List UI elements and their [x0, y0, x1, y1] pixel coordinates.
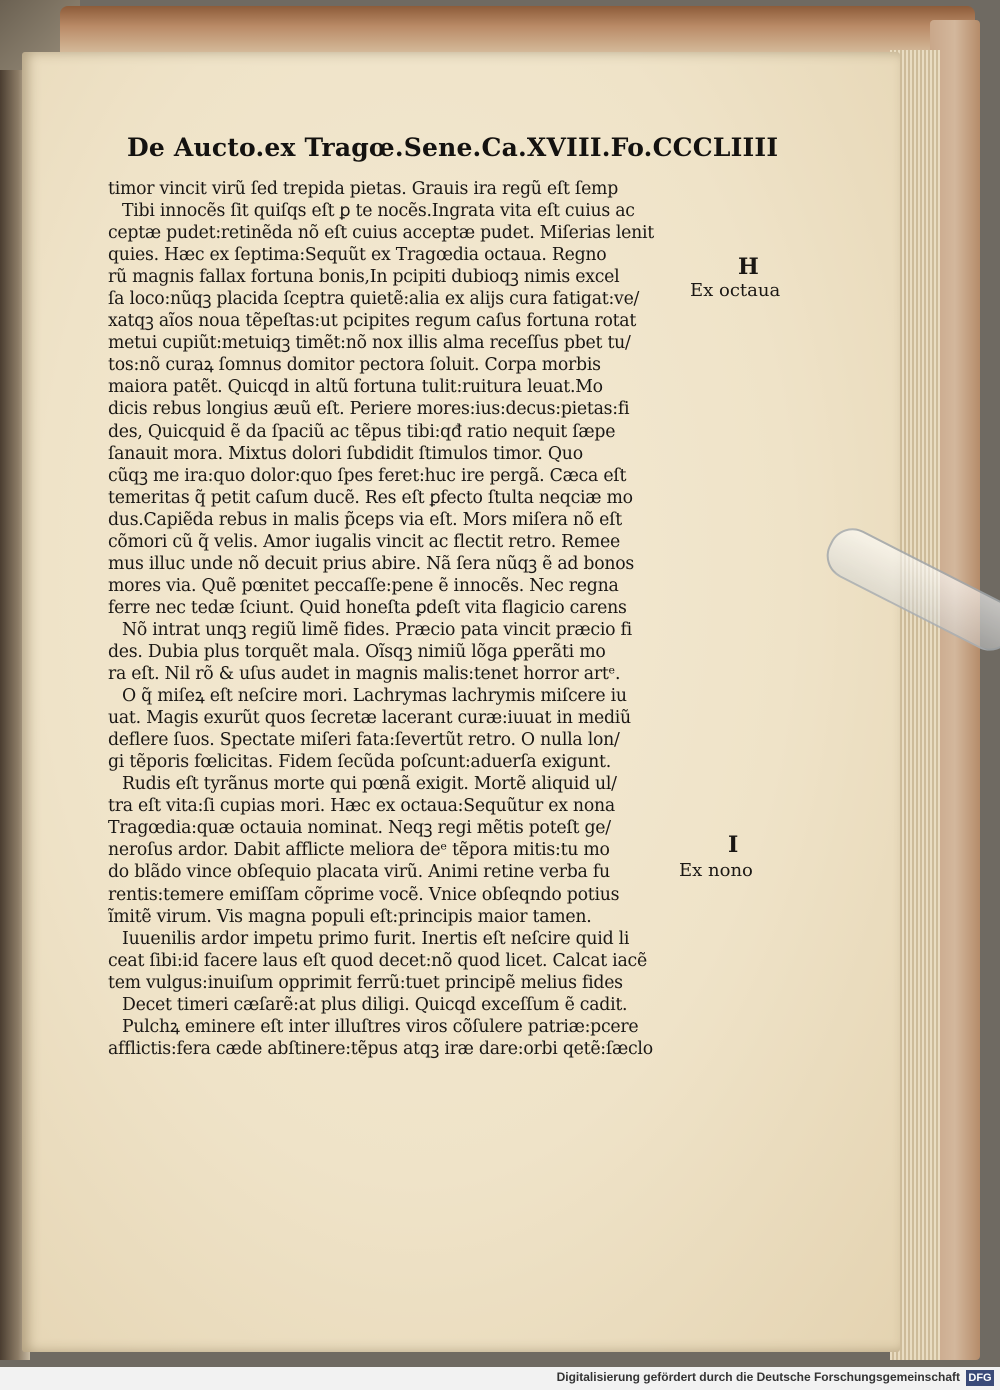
- text-line: neroſus ardor. Dabit afflicte meliora deᵉ tẽpora mitis:tu mo: [108, 840, 610, 861]
- text-line: ſa loco:nũqꝫ placida ſceptra quietẽ:alia ex alijs cura fatigat:ve/: [108, 289, 640, 310]
- text-line: ferre nec tedæ ſciunt. Quid honeſta ꝑdeſt vita flagicio carens: [108, 597, 627, 618]
- margin-note-ex-octaua: Ex octaua: [690, 280, 781, 301]
- text-line: cõmori cũ q̃ velis. Amor iugalis vincit ac flectit retro. Remee: [108, 531, 621, 552]
- margin-letter-i: I: [728, 832, 739, 858]
- text-line: Decet timeri cæſarẽ:at plus diligi. Quicqd exceſſum ẽ cadit.: [122, 994, 628, 1015]
- text-line: O q̃ miſeꝝ eſt neſcire mori. Lachrymas lachrymis miſcere iu: [122, 686, 627, 707]
- footer-bar: [0, 1367, 1000, 1390]
- text-line: ceat ſibi:id facere laus eſt quod decet:nõ quod licet. Calcat iacẽ: [108, 950, 647, 971]
- text-line: do blãdo vince obſequio placata virũ. Animi retine verba fu: [108, 862, 610, 883]
- text-line: afflictis:fera cæde abſtinere:tẽpus atqꝫ iræ dare:orbi qetẽ:ſæclo: [108, 1038, 653, 1059]
- text-line: dicis rebus longius æuũ eſt. Periere mores:ius:decus:pietas:fi: [108, 399, 630, 420]
- book-top-edge: [60, 6, 975, 56]
- text-line: ĩmitẽ virum. Vis magna populi eſt:principis maior tamen.: [108, 906, 592, 927]
- text-line: Tibi innocẽs ſit quiſqs eſt ꝑ te nocẽs.Ingrata vita eſt cuius ac: [122, 201, 635, 222]
- page-header: De Aucto.ex Tragœ.Sene.Ca.XVIII.Fo.CCCLIIII: [127, 133, 779, 162]
- text-line: Pulchꝝ eminere eſt inter illuſtres viros cõſulere patriæ:pcere: [122, 1016, 639, 1037]
- text-line: rũ magnis fallax fortuna bonis,In pcipiti dubioqꝫ nimis excel: [108, 267, 620, 288]
- margin-note-ex-nono: Ex nono: [679, 860, 753, 881]
- text-line: metui cupiũt:metuiqꝫ timẽt:nõ nox illis alma receſſus pbet tu/: [108, 333, 631, 354]
- margin-letter-h: H: [738, 254, 759, 280]
- text-line: mus illuc unde nõ decuit prius abire. Nã ſera nũqꝫ ẽ ad bonos: [108, 553, 635, 574]
- text-line: tos:nõ curaꝝ ſomnus domitor pectora ſoluit. Corpa morbis: [108, 355, 601, 376]
- text-line: Tragœdia:quæ octauia nominat. Neqꝫ regi mẽtis poteſt ge/: [108, 818, 611, 839]
- text-line: maiora patẽt. Quicqd in altũ fortuna tulit:ruitura leuat.Mo: [108, 377, 603, 398]
- text-line: timor vincit virũ ſed trepida pietas. Grauis ira regũ eſt ſemp: [108, 179, 619, 199]
- text-line: Nõ intrat unqꝫ regiũ limẽ fides. Præcio pata vincit præcio fi: [122, 619, 632, 640]
- text-line: ra eſt. Nil rõ & uſus audet in magnis malis:tenet horror artᵉ.: [108, 664, 621, 685]
- footer-credit: Digitalisierung gefördert durch die Deutsche Forschungsgemeinschaft: [556, 1370, 960, 1384]
- text-line: ceptæ pudet:retinẽda nõ eſt cuius acceptæ pudet. Miſerias lenit: [108, 223, 654, 244]
- text-line: mores via. Quẽ pœnitet peccaſſe:pene ẽ innocẽs. Nec regna: [108, 575, 619, 596]
- text-line: deflere ſuos. Spectate miſeri fata:ſevertũt retro. O nulla lon/: [108, 730, 620, 751]
- text-line: cũqꝫ me ira:quo dolor:quo ſpes feret:huc ire pergã. Cæca eſt: [108, 465, 627, 486]
- text-line: ſanauit mora. Mixtus dolori ſubdidit ſtimulos timor. Quo: [108, 443, 583, 464]
- text-line: rentis:temere emiſſam cõprime vocẽ. Vnice obſeqndo potius: [108, 884, 620, 905]
- text-line: gi tẽporis fœlicitas. Fidem ſecũda poſcunt:aduerſa exigunt.: [108, 752, 611, 773]
- text-line: uat. Magis exurũt quos ſecretæ lacerant curæ:iuuat in mediũ: [108, 708, 631, 729]
- text-line: dus.Capiẽda rebus in malis p̃ceps via eſt. Mors miſera nõ eſt: [108, 509, 622, 530]
- body-text: [108, 178, 693, 1060]
- text-line: des, Quicquid ẽ da ſpaciũ ac tẽpus tibi:qđ ratio nequit ſæpe: [108, 421, 616, 442]
- text-line: xatqꝫ aĩos noua tẽpeſtas:ut pcipites regum caſus fortuna rotat: [108, 311, 637, 332]
- text-line: Iuuenilis ardor impetu primo furit. Inertis eſt neſcire quid li: [122, 928, 630, 949]
- text-line: tem vulgus:inuiſum opprimit ferrũ:tuet principẽ melius fides: [108, 972, 623, 993]
- text-line: des. Dubia plus torquẽt mala. Oĩsqꝫ nimiũ lõga ꝑperãti mo: [108, 641, 606, 662]
- text-line: Rudis eſt tyrãnus morte qui pœnã exigit. Mortẽ aliquid ul/: [122, 774, 617, 795]
- text-line: temeritas q̃ petit caſum ducẽ. Res eſt ꝑfecto ſtulta neqciæ mo: [108, 487, 633, 508]
- text-line: tra eſt vita:ſi cupias mori. Hæc ex octaua:Sequũtur ex nona: [108, 796, 615, 817]
- dfg-logo: DFG: [966, 1370, 994, 1386]
- text-line: quies. Hæc ex ſeptima:Sequũt ex Tragœdia octaua. Regno: [108, 245, 607, 266]
